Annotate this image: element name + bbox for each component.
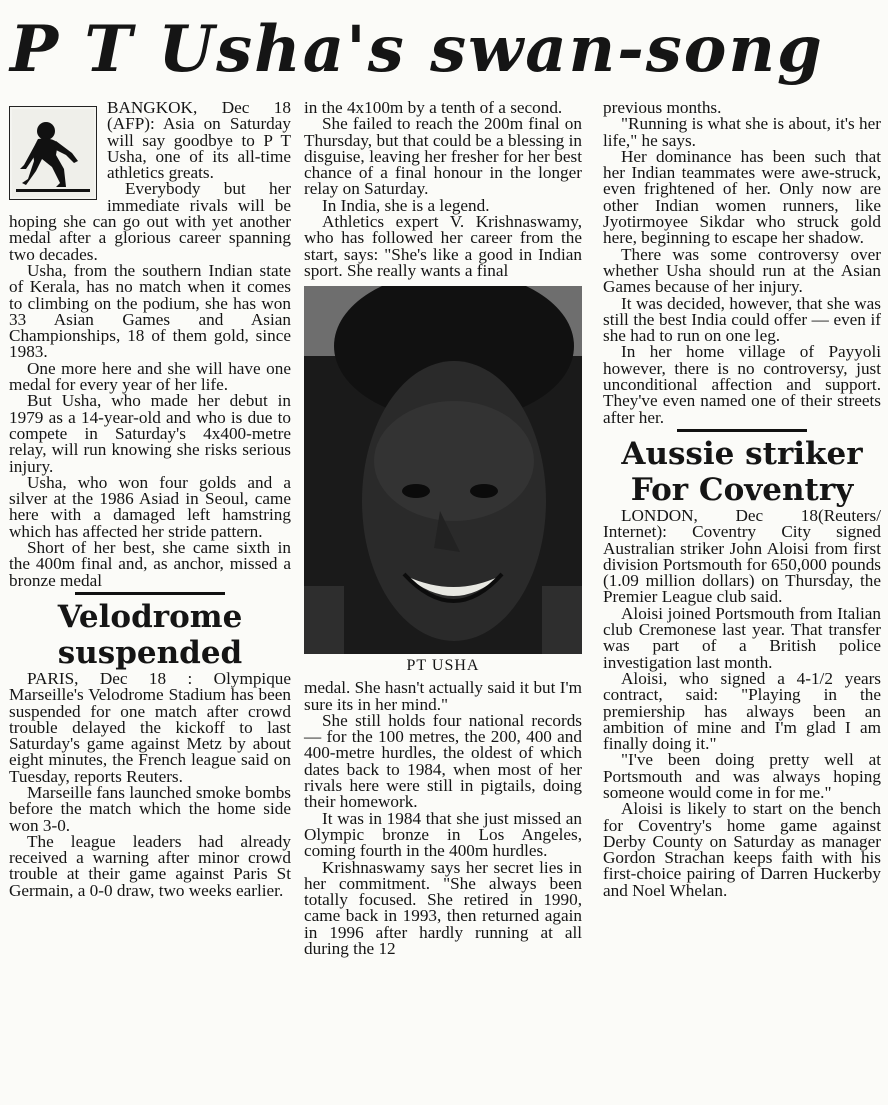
coventry-paragraph: "I've been doing pretty well at Portsmouth and was always hoping someone would come in for me." bbox=[603, 750, 881, 802]
usha-photo bbox=[304, 286, 582, 654]
article-paragraph: "Running is what she is about, it's her life," he says. bbox=[603, 114, 881, 150]
article-paragraph: There was some controversy over whether Usha should run at the Asian Games because of her injury. bbox=[603, 244, 881, 297]
article-paragraph: Athletics expert V. Krishnaswamy, who has followed her career from the start, says: "She's like a good in Indian sport. She really wants a final bbox=[304, 212, 582, 280]
headline: P T Usha's swan-song bbox=[10, 12, 824, 87]
section-divider bbox=[677, 429, 807, 432]
article-paragraph: Asia on Saturday will say goodbye to P T Usha, one of its all-time athletics greats. bbox=[107, 114, 291, 183]
article-paragraph: She failed to reach the 200m final on Thursday, but that could be a blessing in disguise, leaving her fresher for her best chance of a final honour in the longer relay on Saturday. bbox=[304, 114, 582, 199]
coventry-title-line2: For Coventry bbox=[630, 471, 854, 508]
article-paragraph: It was decided, however, that she was still the best India could offer — even if she had to run on one leg. bbox=[603, 293, 881, 346]
runner-icon bbox=[9, 106, 97, 200]
velodrome-paragraph: The league leaders had already received a warning after minor crowd trouble at their game against Paris St Germain, a 0-0 draw, two weeks earlier. bbox=[9, 831, 291, 900]
velodrome-paragraph: Olympique Marseille's Velodrome Stadium has been suspended for one match after crowd trouble delayed the kickoff to last Saturday's game against Metz by about eight minutes, the French league said on Tuesday, reports Reuters. bbox=[9, 668, 292, 786]
velodrome-title: Velodrome suspended bbox=[57, 598, 243, 671]
photo-caption: PT USHA bbox=[406, 657, 480, 675]
article-paragraph: Usha, who won four golds and a silver at the 1986 Asiad in Seoul, came here with a damaged left hamstring which has affected her stride pattern. bbox=[9, 472, 291, 541]
article-paragraph: She still holds four national records — for the 100 metres, the 200, 400 and 400-metre hurdles, the oldest of which dates back to 1984, when most of her rivals here were still in pigtails, doing their homework. bbox=[304, 710, 582, 812]
article-paragraph: in the 4x100m by a tenth of a second. bbox=[304, 98, 563, 117]
article-paragraph: Short of her best, she came sixth in the 400m final and, as anchor, missed a bronze medal bbox=[9, 538, 291, 590]
article-paragraph: It was in 1984 that she just missed an Olympic bronze in Los Angeles, coming fourth in the 400m hurdles. bbox=[304, 808, 582, 861]
column-3 bbox=[603, 100, 881, 899]
coventry-paragraph: Aloisi joined Portsmouth from Italian club Cremonese last year. That transfer was part of a British police investigation last month. bbox=[603, 603, 881, 672]
article-paragraph: medal. She hasn't actually said it but I'm sure its in her mind." bbox=[304, 678, 582, 714]
coventry-dateline: LONDON, Dec 18(Reuters/ Internet): bbox=[603, 505, 881, 542]
article-paragraph: previous months. bbox=[603, 98, 722, 117]
article-paragraph: In India, she is a legend. bbox=[322, 195, 490, 215]
velodrome-dateline: PARIS, Dec 18 : bbox=[27, 668, 193, 688]
velodrome-paragraph: Marseille fans launched smoke bombs before the match which the home side won 3-0. bbox=[9, 782, 291, 835]
article-dateline: BANGKOK, Dec 18 (AFP): bbox=[107, 98, 291, 134]
article-paragraph: Krishnaswamy says her secret lies in her commitment. "She always been totally focused. She retired in 1990, came back in 1993, then returned again in 1996 after hardly running at all during the 12 bbox=[304, 857, 582, 959]
column-2 bbox=[304, 100, 582, 957]
article-paragraph: Her dominance has been such that her Indian teammates were awe-struck, even frightened of her. Only now are other Indian women runners, like Jyotirmoyee Sikdar who struck gold here, beginning to escape her shadow. bbox=[603, 146, 881, 248]
article-paragraph: Everybody but her immediate rivals will be hoping she can go out with yet another medal after a glorious career spanning two decades. bbox=[9, 179, 291, 264]
article-paragraph: One more here and she will have one medal for every year of her life. bbox=[9, 358, 291, 395]
article-paragraph: But Usha, who made her debut in 1979 as a 14-year-old and who is due to compete in Saturday's 4x400-metre relay, will run knowing she risks serious injury. bbox=[9, 391, 291, 476]
section-divider bbox=[75, 592, 225, 595]
coventry-paragraph: Aloisi is likely to start on the bench for Coventry's home game against Derby County on Saturday as manager Gordon Strachan keeps faith with his first-choice pairing of Darren Huckerby and Noel Whelan. bbox=[603, 799, 881, 900]
column-1 bbox=[9, 100, 291, 899]
article-paragraph: Usha, from the southern Indian state of Kerala, has no match when it comes to climbing on the podium, she has won 33 Asian Games and Asian Championships, 18 of them gold, since 1983. bbox=[9, 260, 291, 362]
coventry-title-line1: Aussie striker bbox=[621, 435, 863, 472]
article-paragraph: In her home village of Payyoli however, there is no controversy, just unconditional affection and support. They've even named one of their streets after her. bbox=[603, 342, 881, 427]
coventry-paragraph: Coventry City signed Australian striker John Aloisi from first division Portsmouth for 650,000 pounds (1.09 million dollars) on Thursday, the Premier League club said. bbox=[603, 522, 882, 607]
coventry-paragraph: Aloisi, who signed a 4-1/2 years contract, said: "Playing in the premiership has always been an ambition of mine and I'm glad I am finally doing it." bbox=[603, 668, 881, 754]
